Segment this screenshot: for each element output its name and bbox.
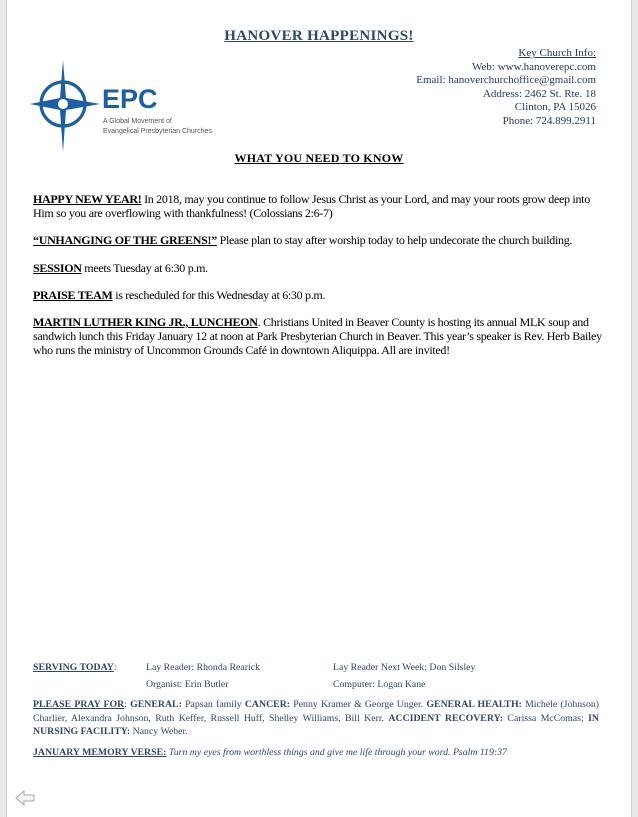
announcement-heading: SESSION (33, 260, 82, 275)
lay-reader: Lay Reader: Rhonda Rearick (146, 662, 260, 673)
announcement-unhanging (33, 233, 605, 247)
announcement-heading: PRAISE TEAM (33, 287, 113, 302)
church-info (416, 47, 596, 129)
announcement-heading: HAPPY NEW YEAR! (33, 192, 142, 206)
pray-cancer: Penny Kramer & George Unger. (290, 699, 427, 710)
announcements (33, 192, 605, 371)
page-title: HANOVER HAPPENINGS! (224, 28, 414, 44)
church-web: Web: www.hanoverepc.com (472, 60, 596, 73)
announcement-heading: MARTIN LUTHER KING JR., LUNCHEON (33, 315, 258, 330)
church-city: Clinton, PA 15026 (514, 101, 596, 114)
memory-verse (33, 746, 599, 760)
church-email: Email: hanoverchurchoffice@gmail.com (416, 74, 596, 87)
church-info-header: Key Church Info: (518, 47, 596, 59)
serving-label: SERVING TODAY (33, 662, 114, 673)
celtic-cross-icon (30, 60, 100, 152)
announcement-session (33, 261, 605, 275)
computer-operator: Computer: Logan Kane (333, 679, 426, 690)
pray-health: Michele (Johnson) Charlier, Alexandra Johnson, Ruth Keffer, Russell Huff, Shelley Williams, Bill Kerr. (33, 699, 600, 724)
announcement-heading: “UNHANGING OF THE GREENS!” (33, 233, 217, 248)
prayer-list: PLEASE PRAY FOR: GENERAL: Papsan family CANCER: Penny Kramer & George Unger. GENERAL HEALTH: Michele (Johnson) Charlier, Alexandra Johnson, Ruth Keffer, Russell Huff, Shelley Williams, Bill Kerr. ACCIDENT RECOVERY: Carissa McComas; IN NURSING FACILITY: Nancy Weber. (33, 699, 600, 737)
epc-logo (30, 60, 230, 152)
announcement-praise-team (33, 288, 605, 302)
pray-nursing-label: IN NURSING FACILITY: (33, 712, 599, 737)
logo-wordmark: EPC (102, 84, 158, 114)
organist: Organist: Erin Butler (146, 679, 229, 690)
announcement-mlk-luncheon (33, 315, 605, 358)
announcement-text: is rescheduled for this Wednesday at 6:30 p.m. (112, 287, 326, 302)
pray-general: Papsan family (181, 699, 245, 710)
announcement-new-year (33, 192, 605, 220)
section-title: WHAT YOU NEED TO KNOW (234, 151, 404, 165)
pray-recovery: Carissa McComas; (503, 712, 589, 724)
right-window-border (631, 0, 638, 817)
verse-text: Turn my eyes from worthless things and give me life through your word. Psalm 119:37 (168, 747, 507, 758)
left-window-border (0, 0, 7, 817)
church-address: Address: 2462 St. Rte. 18 (482, 87, 596, 100)
announcement-text: . Christians United in Beaver County is hosting its annual MLK soup and sandwich lunch this Friday January 12 at noon at Park Presbyterian Church in Beaver. This year’s speaker is Rev. Herb Bailey who runs the ministry of Uncommon Grounds Café in downtown Aliquippa. All are invited! (33, 315, 602, 358)
pray-general-label: GENERAL: (130, 699, 182, 710)
logo-tagline-line-2: Evangelical Presbyterian Churches (103, 128, 212, 135)
verse-label: JANUARY MEMORY VERSE: (33, 747, 167, 758)
pray-label: PLEASE PRAY FOR (33, 699, 125, 710)
announcement-text: meets Tuesday at 6:30 p.m. (81, 260, 208, 275)
announcement-text: In 2018, may you continue to follow Jesus Christ as your Lord, and may your roots grow deep into Him so you are overflowing with thankfulness! (Colossians 2:6-7) (33, 192, 590, 221)
logo-tagline-line-1: A Global Movement of (103, 118, 172, 125)
lay-reader-next-week: Lay Reader Next Week: Don Silsley (333, 662, 476, 673)
church-phone: Phone: 724.899.2911 (502, 114, 596, 127)
pray-cancer-label: CANCER: (244, 699, 291, 710)
serving-today (33, 661, 599, 695)
announcement-text: Please plan to stay after worship today to help undecorate the church building. (216, 233, 573, 248)
serving-colon: : (113, 662, 117, 673)
pray-recovery-label: ACCIDENT RECOVERY: (388, 712, 504, 724)
back-arrow-icon[interactable] (15, 790, 35, 806)
pray-health-label: GENERAL HEALTH: (426, 699, 522, 710)
pray-nursing: Nancy Weber. (130, 726, 188, 737)
